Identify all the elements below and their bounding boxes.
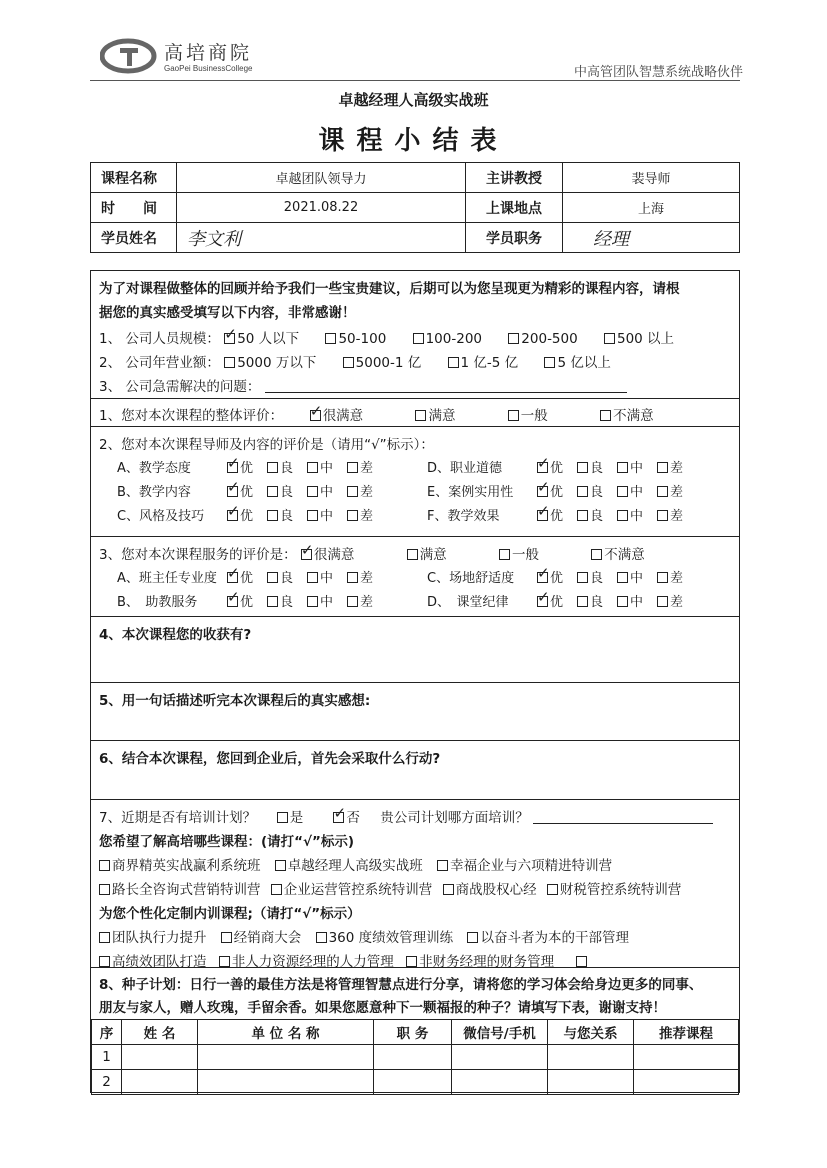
rating-option[interactable] <box>537 591 563 610</box>
rating-option-label: 优 <box>550 571 564 586</box>
rating-option[interactable] <box>577 567 603 586</box>
revenue-option-1[interactable]: 5000 万以下 <box>224 351 316 371</box>
checkbox[interactable] <box>219 956 230 967</box>
rating-option[interactable] <box>537 481 563 500</box>
time-value[interactable]: 2021.08.22 <box>177 193 466 223</box>
checkbox[interactable] <box>657 486 668 497</box>
course-option[interactable]: 企业运营管控系统特训营 <box>271 878 433 898</box>
rating-option-label: 优 <box>240 509 254 524</box>
teacher-eval-section <box>91 427 739 537</box>
table-cell[interactable] <box>374 1045 452 1070</box>
rating-option-label: 中 <box>320 485 334 500</box>
custom-option[interactable]: 360 度绩效管理训练 <box>316 926 454 946</box>
table-cell[interactable] <box>374 1070 452 1095</box>
company-size-row <box>99 327 696 347</box>
revenue-option-2[interactable]: 5000-1 亿 <box>343 351 422 371</box>
rating-option-label: 中 <box>630 485 644 500</box>
rating-option[interactable] <box>267 567 293 586</box>
rating-option[interactable] <box>227 505 253 524</box>
header-tagline: 中高管团队智慧系统战略伙伴 <box>573 65 743 80</box>
rating-option[interactable] <box>617 505 643 524</box>
size-option-2[interactable]: 50-100 <box>325 331 386 347</box>
rating-row <box>117 591 387 610</box>
q6-label: 6、结合本次课程，您回到企业后，首先会采取什么行动? <box>99 751 441 767</box>
rating-option[interactable] <box>657 481 683 500</box>
table-cell[interactable] <box>634 1070 739 1095</box>
custom-option[interactable]: 经销商大会 <box>221 926 302 946</box>
course-option[interactable]: 路长全咨询式营销特训营 <box>99 878 261 898</box>
rating-option-label: 良 <box>590 509 604 524</box>
teacher-eval-label: 2、您对本次课程导师及内容的评价是（请用“√”标示）： <box>99 437 434 453</box>
rating-option[interactable] <box>347 457 373 476</box>
intro-section <box>91 271 739 399</box>
rating-option-label: 中 <box>630 571 644 586</box>
checkbox[interactable] <box>99 956 110 967</box>
checkbox[interactable] <box>343 357 354 368</box>
class-title: 卓越经理人高级实战班 <box>338 91 489 109</box>
checkbox[interactable] <box>448 357 459 368</box>
rating-option-label: 良 <box>590 595 604 610</box>
checkbox[interactable] <box>415 410 426 421</box>
rating-item-label: D、 课堂纪律 <box>427 595 509 610</box>
custom-row-1 <box>99 926 629 946</box>
checkbox[interactable] <box>307 596 318 607</box>
checkbox[interactable] <box>617 486 628 497</box>
checkbox[interactable] <box>99 860 110 871</box>
checkbox[interactable] <box>325 333 336 344</box>
checkbox[interactable] <box>577 572 588 583</box>
rating-option-label: 差 <box>360 461 374 476</box>
rating-option-label: 中 <box>630 461 644 476</box>
intro-line-1: 为了对课程做整体的回顾并给予我们一些宝贵建议，后期可以为您呈现更为精彩的课程内容，请根 <box>99 281 680 297</box>
seed-table-header <box>92 1020 739 1045</box>
checkbox[interactable] <box>307 510 318 521</box>
page-header <box>0 0 827 85</box>
urgent-problem-input[interactable] <box>265 381 627 393</box>
checkbox-checked[interactable] <box>537 596 548 607</box>
rating-option[interactable] <box>577 481 603 500</box>
checkbox-checked[interactable] <box>227 572 238 583</box>
rating-item-label: B、 助教服务 <box>117 595 198 610</box>
rating-option-label: 中 <box>320 509 334 524</box>
table-row <box>92 1045 739 1070</box>
rating-option-label: 中 <box>630 595 644 610</box>
checkbox-checked[interactable] <box>227 596 238 607</box>
rating-row <box>427 591 697 610</box>
feedback-form <box>90 270 740 1093</box>
overall-eval-section <box>91 399 739 427</box>
rating-option-label: 良 <box>590 485 604 500</box>
checkbox[interactable] <box>316 932 327 943</box>
rating-item-label: C、场地舒适度 <box>427 571 515 586</box>
table-cell[interactable] <box>452 1045 548 1070</box>
col-company: 单 位 名 称 <box>198 1020 374 1045</box>
overall-option-very-satisfied[interactable]: ✓ 很满意 <box>310 404 364 424</box>
student-position-label: 学员职务 <box>466 223 563 253</box>
logo-english-name: GaoPei BusinessCollege <box>164 64 253 73</box>
checkbox[interactable] <box>267 486 278 497</box>
overall-option-average[interactable]: 一般 <box>508 404 548 424</box>
student-name-label: 学员姓名 <box>91 223 177 253</box>
time-label: 时 间 <box>91 193 177 223</box>
courses-row-1 <box>99 854 634 874</box>
rating-row <box>427 457 697 476</box>
place-label: 上课地点 <box>466 193 563 223</box>
overall-option-satisfied[interactable]: 满意 <box>415 404 455 424</box>
rating-option-label: 优 <box>550 595 564 610</box>
checkbox[interactable] <box>267 510 278 521</box>
rating-option-label: 差 <box>670 509 684 524</box>
page-title: 课程小结表 <box>318 126 509 156</box>
course-option[interactable]: 幸福企业与六项精进特训营 <box>437 854 612 874</box>
training-plan-row <box>99 806 713 826</box>
revenue-option-3[interactable]: 1 亿-5 亿 <box>448 351 519 371</box>
rating-option-label: 中 <box>320 461 334 476</box>
service-option-average[interactable]: 一般 <box>499 543 539 563</box>
col-wechat: 微信号/手机 <box>452 1020 548 1045</box>
checkbox[interactable] <box>224 357 235 368</box>
rating-option[interactable] <box>347 505 373 524</box>
rating-option[interactable] <box>577 457 603 476</box>
rating-option-label: 良 <box>590 571 604 586</box>
table-cell[interactable] <box>452 1070 548 1095</box>
rating-option[interactable] <box>227 481 253 500</box>
rating-row <box>427 505 697 524</box>
course-name-value[interactable]: 卓越团队领导力 <box>177 163 466 193</box>
checkbox[interactable] <box>413 333 424 344</box>
service-eval-row <box>99 543 667 563</box>
rating-option-label: 中 <box>630 509 644 524</box>
overall-eval-row <box>99 404 676 424</box>
custom-option[interactable]: 非财务经理的财务管理 <box>406 950 554 970</box>
checkbox[interactable] <box>657 510 668 521</box>
table-cell[interactable] <box>548 1070 634 1095</box>
rating-option[interactable] <box>617 481 643 500</box>
col-relation: 与您关系 <box>548 1020 634 1045</box>
place-value[interactable]: 上海 <box>563 193 740 223</box>
rating-option-label: 差 <box>670 571 684 586</box>
checkbox-checked[interactable] <box>537 462 548 473</box>
q8-line-1: 8、种子计划：日行一善的最佳方法是将管理智慧点进行分享，请将您的学习体会给身边更多的同事、 <box>99 977 703 993</box>
training-plan-label: 7、近期是否有培训计划？ <box>99 810 257 826</box>
rating-option[interactable] <box>657 591 683 610</box>
rating-item-label: E、案例实用性 <box>427 485 514 500</box>
checkbox-checked[interactable] <box>333 812 344 823</box>
checkbox-checked[interactable] <box>227 510 238 521</box>
rating-option-label: 差 <box>670 595 684 610</box>
rating-option[interactable] <box>307 591 333 610</box>
checkbox[interactable] <box>657 572 668 583</box>
rating-option[interactable] <box>307 505 333 524</box>
rating-option[interactable] <box>267 481 293 500</box>
col-position: 职 务 <box>374 1020 452 1045</box>
table-row <box>92 1070 739 1095</box>
student-position-value[interactable] <box>563 223 740 253</box>
q5-section[interactable] <box>91 683 739 741</box>
size-option-3[interactable]: 100-200 <box>413 331 482 347</box>
checkbox[interactable] <box>267 572 278 583</box>
checkbox[interactable] <box>275 860 286 871</box>
teacher-label: 主讲教授 <box>466 163 563 193</box>
checkbox[interactable] <box>617 596 628 607</box>
rating-item-label: A、班主任专业度 <box>117 571 217 586</box>
checkbox[interactable] <box>617 572 628 583</box>
checkbox[interactable] <box>499 549 510 560</box>
rating-row <box>117 457 387 476</box>
checkbox[interactable] <box>508 333 519 344</box>
rating-option-label: 良 <box>280 595 294 610</box>
checkbox-checked[interactable] <box>537 572 548 583</box>
student-name-value[interactable] <box>177 223 466 253</box>
rating-option-label: 良 <box>280 509 294 524</box>
checkbox[interactable] <box>407 549 418 560</box>
rating-option[interactable] <box>307 457 333 476</box>
custom-option[interactable]: 非人力资源经理的人力管理 <box>219 950 394 970</box>
checkbox[interactable] <box>657 596 668 607</box>
revenue-option-4[interactable]: 5 亿以上 <box>544 351 610 371</box>
rating-option[interactable] <box>617 567 643 586</box>
urgent-problem-row <box>99 375 627 395</box>
q8-section <box>91 968 739 1019</box>
rating-option-label: 优 <box>550 509 564 524</box>
checkbox[interactable] <box>99 932 110 943</box>
rating-option[interactable] <box>347 591 373 610</box>
rating-option[interactable] <box>537 457 563 476</box>
company-revenue-label: 2、 公司年营业额： <box>99 355 220 371</box>
courses-row-2 <box>99 878 681 898</box>
rating-option-label: 良 <box>280 461 294 476</box>
rating-option-label: 差 <box>360 595 374 610</box>
rating-row <box>117 505 387 524</box>
rating-item-label: A、教学态度 <box>117 461 191 476</box>
gaopei-logo <box>100 36 280 80</box>
training-plan-no[interactable]: ✓ 否 <box>333 806 360 826</box>
service-eval-label: 3、您对本次课程服务的评价是： <box>99 547 297 563</box>
custom-option[interactable]: 以奋斗者为本的干部管理 <box>467 926 629 946</box>
table-cell[interactable] <box>548 1045 634 1070</box>
rating-option-label: 差 <box>360 571 374 586</box>
rating-item-label: B、教学内容 <box>117 485 191 500</box>
checkbox-checked[interactable] <box>227 462 238 473</box>
gaopei-logo-icon <box>100 38 158 74</box>
rating-option-label: 差 <box>670 485 684 500</box>
company-revenue-row <box>99 351 633 371</box>
seed-plan-table <box>91 1019 739 1095</box>
checkbox[interactable] <box>617 462 628 473</box>
custom-option[interactable]: 高绩效团队打造 <box>99 950 207 970</box>
checkbox[interactable] <box>307 572 318 583</box>
rating-option[interactable] <box>227 567 253 586</box>
checkbox[interactable] <box>277 812 288 823</box>
table-cell[interactable] <box>198 1070 374 1095</box>
rating-row <box>427 481 697 500</box>
checkbox[interactable] <box>267 462 278 473</box>
rating-option[interactable] <box>617 591 643 610</box>
course-option[interactable]: 商战股权心经 <box>443 878 537 898</box>
training-plan-input[interactable] <box>533 812 713 824</box>
rating-row <box>117 481 387 500</box>
rating-option-label: 差 <box>360 485 374 500</box>
rating-option-label: 优 <box>240 595 254 610</box>
size-option-1[interactable]: ✓ 50 人以下 <box>224 327 299 347</box>
course-name-label: 课程名称 <box>91 163 177 193</box>
col-index: 序 <box>92 1020 122 1045</box>
rating-option-label: 差 <box>670 461 684 476</box>
checkbox[interactable] <box>544 357 555 368</box>
custom-row-2 <box>99 950 649 970</box>
training-plan-yes[interactable]: 是 <box>277 806 304 826</box>
rating-option-label: 优 <box>550 461 564 476</box>
table-cell[interactable] <box>122 1070 198 1095</box>
q4-label: 4、本次课程您的收获有? <box>99 627 252 643</box>
rating-option[interactable] <box>577 505 603 524</box>
checkbox[interactable] <box>577 596 588 607</box>
col-name: 姓 名 <box>122 1020 198 1045</box>
q7-section <box>91 800 739 968</box>
rating-option[interactable] <box>657 457 683 476</box>
checkbox[interactable] <box>600 410 611 421</box>
checkbox[interactable] <box>221 932 232 943</box>
rating-option[interactable] <box>617 457 643 476</box>
header-divider <box>90 80 740 81</box>
rating-option[interactable] <box>537 567 563 586</box>
checkbox[interactable] <box>467 932 478 943</box>
checkbox[interactable] <box>307 462 318 473</box>
course-option[interactable]: 商界精英实战赢利系统班 <box>99 854 261 874</box>
training-plan-followup: 贵公司计划哪方面培训？ <box>380 810 529 826</box>
checkbox[interactable] <box>508 410 519 421</box>
rating-option-label: 优 <box>240 461 254 476</box>
rating-option[interactable] <box>347 567 373 586</box>
rating-item-label: D、职业道德 <box>427 461 503 476</box>
q5-label: 5、用一句话描述听完本次课程后的真实感想: <box>99 693 371 709</box>
rating-option[interactable] <box>347 481 373 500</box>
checkbox-checked[interactable] <box>227 486 238 497</box>
q6-section[interactable] <box>91 741 739 800</box>
checkbox[interactable] <box>577 462 588 473</box>
checkbox-checked[interactable] <box>537 510 548 521</box>
checkbox[interactable] <box>406 956 417 967</box>
rating-option[interactable] <box>267 505 293 524</box>
q8-line-2: 朋友与家人，赠人玫瑰，手留余香。如果您愿意种下一颗福报的种子？请填写下表，谢谢支持！ <box>99 1000 666 1016</box>
rating-option[interactable] <box>267 457 293 476</box>
checkbox[interactable] <box>347 572 358 583</box>
rating-option[interactable] <box>307 567 333 586</box>
course-option[interactable]: 卓越经理人高级实战班 <box>275 854 423 874</box>
rating-option-label: 中 <box>320 595 334 610</box>
custom-training-label: 为您个性化定制内训课程;（请打“√”标示） <box>99 906 361 922</box>
rating-option[interactable] <box>227 591 253 610</box>
checkbox[interactable] <box>547 884 558 895</box>
checkbox[interactable] <box>604 333 615 344</box>
checkbox[interactable] <box>577 486 588 497</box>
teacher-value[interactable]: 裴导师 <box>563 163 740 193</box>
course-option[interactable]: 财税管控系统特训营 <box>547 878 682 898</box>
size-option-4[interactable]: 200-500 <box>508 331 577 347</box>
rating-item-label: F、教学效果 <box>427 509 500 524</box>
urgent-problem-label: 3、 公司急需解决的问题： <box>99 379 261 395</box>
checkbox-checked[interactable] <box>224 333 235 344</box>
rating-option-label: 优 <box>240 571 254 586</box>
student-name-handwriting: 李文利 <box>187 228 241 250</box>
rating-option-label: 优 <box>550 485 564 500</box>
checkbox[interactable] <box>347 462 358 473</box>
col-course: 推荐课程 <box>634 1020 739 1045</box>
rating-option[interactable] <box>267 591 293 610</box>
rating-option[interactable] <box>657 567 683 586</box>
rating-option-label: 优 <box>240 485 254 500</box>
checkbox[interactable] <box>267 596 278 607</box>
table-cell[interactable] <box>122 1045 198 1070</box>
row-index: 2 <box>92 1070 122 1095</box>
checkbox[interactable] <box>99 884 110 895</box>
rating-option-label: 良 <box>590 461 604 476</box>
checkbox[interactable] <box>437 860 448 871</box>
checkbox-checked[interactable] <box>301 549 312 560</box>
q4-section[interactable] <box>91 617 739 683</box>
custom-option[interactable]: 团队执行力提升 <box>99 926 207 946</box>
checkbox[interactable] <box>576 956 587 967</box>
checkbox[interactable] <box>347 596 358 607</box>
rating-option[interactable] <box>227 457 253 476</box>
table-cell[interactable] <box>634 1045 739 1070</box>
rating-row <box>427 567 697 586</box>
service-option-unsatisfied[interactable]: 不满意 <box>591 543 645 563</box>
table-cell[interactable] <box>198 1045 374 1070</box>
rating-row <box>117 567 387 586</box>
overall-option-unsatisfied[interactable]: 不满意 <box>600 404 654 424</box>
rating-option-label: 良 <box>280 485 294 500</box>
rating-option[interactable] <box>307 481 333 500</box>
checkbox[interactable] <box>657 462 668 473</box>
logo-chinese-name: 高培商院 <box>164 42 253 64</box>
service-eval-section <box>91 537 739 617</box>
rating-option-label: 差 <box>360 509 374 524</box>
intro-line-2: 据您的真实感受填写以下内容，非常感谢！ <box>99 305 356 321</box>
checkbox-checked[interactable] <box>537 486 548 497</box>
checkbox[interactable] <box>591 549 602 560</box>
course-info-table <box>90 162 740 253</box>
checkbox[interactable] <box>271 884 282 895</box>
checkbox[interactable] <box>443 884 454 895</box>
checkbox[interactable] <box>307 486 318 497</box>
company-size-label: 1、 公司人员规模： <box>99 331 220 347</box>
student-position-handwriting: 经理 <box>593 228 629 250</box>
rating-option[interactable] <box>537 505 563 524</box>
row-index: 1 <box>92 1045 122 1070</box>
service-option-satisfied[interactable]: 满意 <box>407 543 447 563</box>
checkbox[interactable] <box>347 486 358 497</box>
checkbox[interactable] <box>577 510 588 521</box>
rating-item-label: C、风格及技巧 <box>117 509 205 524</box>
service-option-very-satisfied[interactable]: ✓ 很满意 <box>301 543 355 563</box>
custom-other-input[interactable] <box>589 956 649 968</box>
overall-eval-label: 1、您对本次课程的整体评价： <box>99 408 284 424</box>
checkbox-checked[interactable] <box>310 410 321 421</box>
rating-option[interactable] <box>657 505 683 524</box>
rating-option-label: 良 <box>280 571 294 586</box>
checkbox[interactable] <box>347 510 358 521</box>
checkbox[interactable] <box>617 510 628 521</box>
size-option-5[interactable]: 500 以上 <box>604 327 674 347</box>
rating-option-label: 中 <box>320 571 334 586</box>
rating-option[interactable] <box>577 591 603 610</box>
courses-label: 您希望了解高培哪些课程：(请打“√”标示) <box>99 834 355 850</box>
